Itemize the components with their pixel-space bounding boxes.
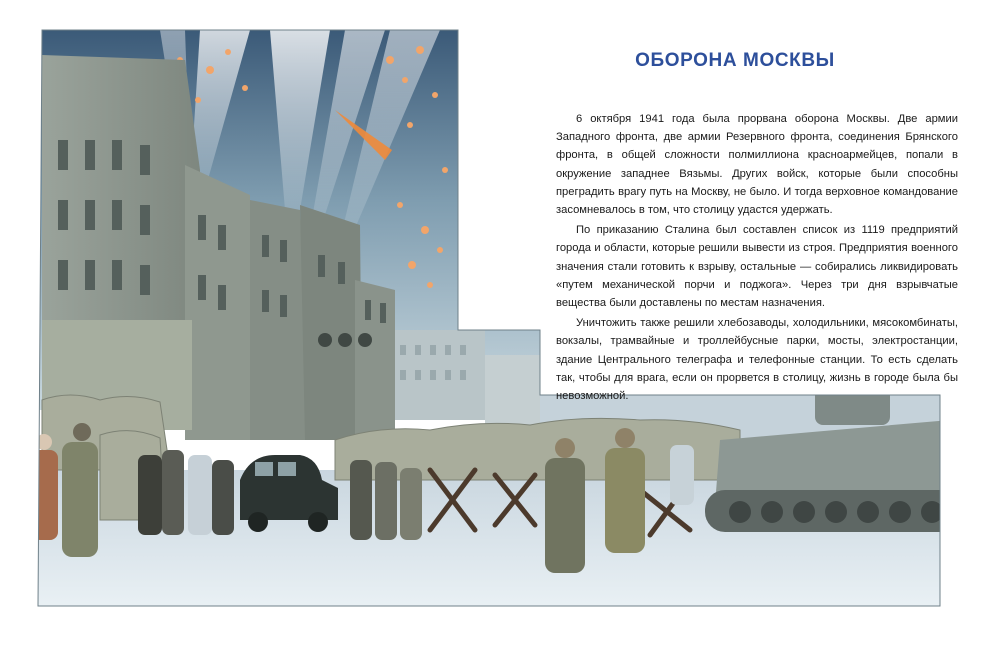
distant-building <box>485 355 540 425</box>
body-text <box>556 110 958 407</box>
paragraph: Уничтожить также решили хлебозаводы, холодильники, мясокомбинаты, вокзалы, трамвайные и троллейбусные парки, мосты, электростанции, здание Центрального телеграфа и телефонные станции. То есть сделать так, чтобы для врага, если он прорвется в столицу, жизнь в городе была бы невозможной. <box>556 317 958 403</box>
paragraph: 6 октября 1941 года была прорвана оборона Москвы. Две армии Западного фронта, две армии Резервного фронта, соединения Брянского фронта, в общей сложности полмиллиона красноармейцев, попали в окружение западнее Вязьмы. Других войск, которые были способны преградить врагу путь на Москву, не было. И тогда верховное командование засомневалось в том, что столицу удастся удержать. <box>556 113 958 217</box>
paragraph: По приказанию Сталина был составлен список из 1119 предприятий города и области, которые решили вывести из строя. Предприятия военного значения стали готовить к взрыву, остальные — собирались ликвидировать «путем механической порчи и поджога». Через три дня взрывчатые вещества были доставлены по местам назначения. <box>556 224 958 310</box>
page-title: ОБОРОНА МОСКВЫ <box>635 50 835 71</box>
